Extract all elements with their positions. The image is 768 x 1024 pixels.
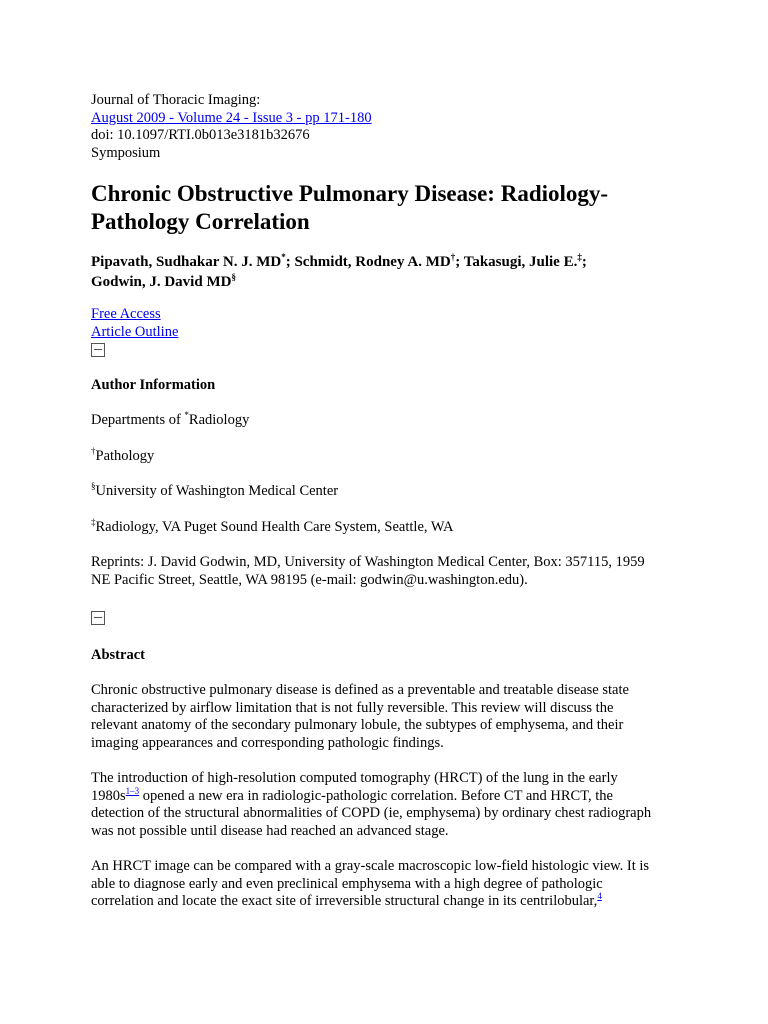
abstract-p3-text: correlation and locate the exact site of irreversible structural change in its centrilobular,	[91, 893, 598, 909]
access-links	[91, 306, 681, 363]
uw-line	[91, 483, 681, 501]
abstract-paragraph-1	[91, 682, 681, 752]
abstract-p2-text: 1980s	[91, 787, 126, 804]
issue-link[interactable]: August 2009 - Volume 24 - Issue 3 - pp 171-180	[91, 109, 372, 126]
author-name: Takasugi, Julie E.	[463, 254, 578, 270]
journal-name: Journal of Thoracic Imaging:	[91, 92, 261, 108]
abstract-p1-line: characterized by airflow limitation that is not fully reversible. This review will discuss the	[91, 699, 614, 716]
pathology-text: Pathology	[95, 447, 155, 464]
doi-text: doi: 10.1097/RTI.0b013e3181b32676	[91, 127, 310, 143]
dept-name: Radiology	[188, 412, 250, 428]
author-name: Godwin, J. David MD	[91, 274, 232, 290]
va-mark: ‡	[91, 516, 96, 527]
abstract-p2-line: The introduction of high-resolution computed tomography (HRCT) of the lung in the early	[91, 770, 618, 786]
collapse-icon[interactable]	[91, 611, 105, 625]
article-title-line-1: Chronic Obstructive Pulmonary Disease: Radiology-	[91, 181, 609, 206]
va-line	[91, 516, 681, 537]
author-separator: ;	[455, 254, 464, 270]
abstract-heading: Abstract	[91, 646, 145, 663]
abstract-paragraph-2	[91, 770, 681, 840]
abstract-p2-line: detection of the structural abnormalities of COPD (ie, emphysema) by ordinary chest radiograph	[91, 805, 652, 821]
journal-header	[91, 92, 681, 162]
abstract-p3-line: able to diagnose early and even preclinical emphysema with a high degree of pathologic	[91, 875, 603, 892]
article-page	[91, 92, 681, 911]
uw-text: University of Washington Medical Center	[95, 483, 339, 499]
article-outline-link[interactable]: Article Outline	[91, 323, 179, 340]
dept-mark: *	[184, 410, 189, 421]
abstract-p2-text: opened a new era in radiologic-pathologic correlation. Before CT and HRCT, the	[139, 787, 613, 804]
author-info-heading: Author Information	[91, 376, 216, 393]
author-mark: §	[231, 272, 236, 282]
abstract-p1-line: relevant anatomy of the secondary pulmonary lobule, the subtypes of emphysema, and their	[91, 717, 624, 733]
section-label: Symposium	[91, 144, 161, 161]
abstract-p1-line: imaging appearances and corresponding pathologic findings.	[91, 734, 444, 751]
author-mark: ‡	[577, 252, 582, 262]
abstract-p3-line: An HRCT image can be compared with a gray-scale macroscopic low-field histologic view. It is	[91, 858, 650, 874]
reference-link[interactable]: 4	[597, 891, 602, 902]
uw-mark: §	[91, 481, 96, 492]
author-separator: ;	[285, 254, 295, 270]
abstract-p1-line: Chronic obstructive pulmonary disease is defined as a preventable and treatable disease state	[91, 682, 629, 698]
author-name: Schmidt, Rodney A. MD	[294, 254, 451, 270]
va-text: Radiology, VA Puget Sound Health Care System, Seattle, WA	[95, 518, 454, 535]
author-list	[91, 252, 681, 292]
abstract-p2-line: was not possible until disease had reached an advanced stage.	[91, 822, 449, 839]
author-separator: ;	[581, 254, 587, 270]
reprints-line-2: NE Pacific Street, Seattle, WA 98195 (e-mail: godwin@u.washington.edu).	[91, 571, 528, 588]
author-name: Pipavath, Sudhakar N. J. MD	[91, 254, 282, 270]
free-access-link[interactable]: Free Access	[91, 306, 161, 322]
dept-prefix: Departments of	[91, 412, 185, 428]
pathology-mark: †	[91, 445, 96, 456]
author-mark: *	[281, 252, 286, 262]
reprints-info	[91, 554, 681, 589]
article-title-line-2: Pathology Correlation	[91, 209, 310, 234]
reference-link[interactable]: 1–3	[125, 785, 140, 796]
author-mark: †	[450, 252, 456, 262]
pathology-line	[91, 445, 681, 466]
reprints-line-1: Reprints: J. David Godwin, MD, University of Washington Medical Center, Box: 357115, 1959	[91, 554, 645, 570]
departments-line	[91, 412, 681, 430]
article-title	[91, 180, 681, 236]
abstract-paragraph-3	[91, 858, 681, 911]
collapse-icon[interactable]	[91, 343, 105, 357]
